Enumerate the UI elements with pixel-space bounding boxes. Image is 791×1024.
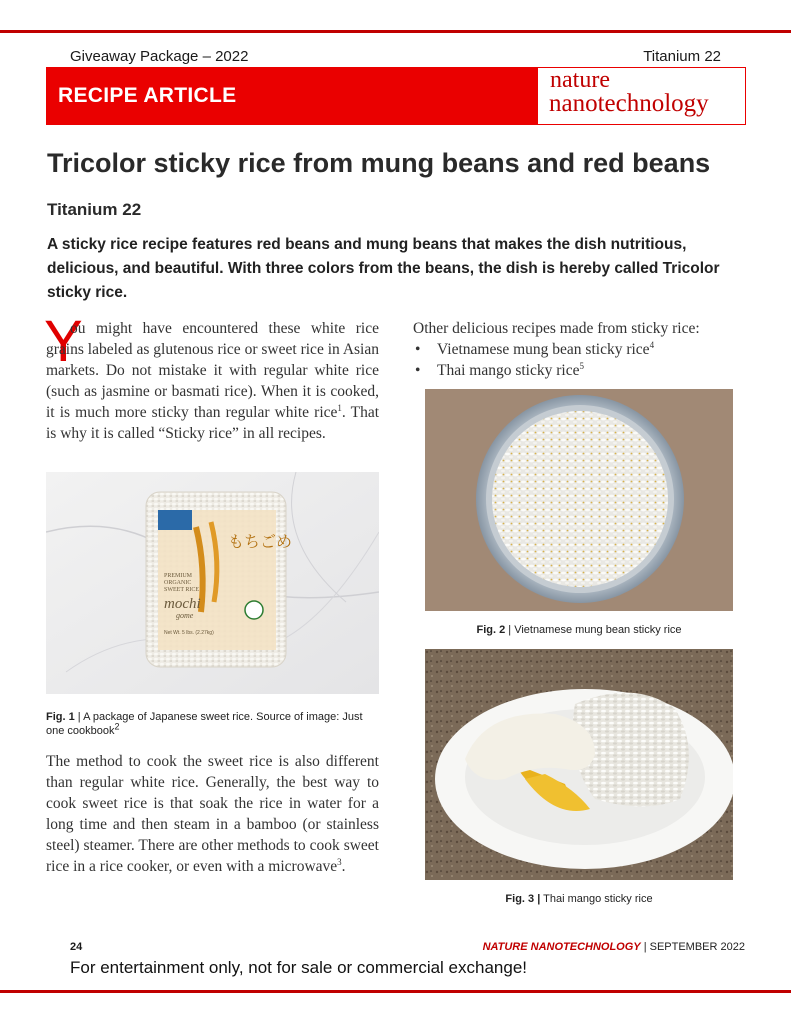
article-title: Tricolor sticky rice from mung beans and red beans: [47, 148, 711, 178]
intro-text-end: . That is why it is called “Sticky rice” in all recipes.: [46, 404, 380, 442]
figure-3-label: Fig. 3 |: [505, 893, 541, 905]
method-text-end: .: [341, 858, 346, 875]
mung-bean-rice-photo: [425, 389, 733, 611]
header-author-label: Titanium 22: [643, 48, 721, 65]
list-item: [413, 360, 743, 381]
figure-2-caption: [425, 623, 733, 637]
figure-2-caption-text: | Vietnamese mung bean sticky rice: [505, 624, 682, 636]
package-kana: もちごめ: [228, 532, 293, 551]
figure-3-caption: [425, 892, 733, 906]
journal-logo-line2: nanotechnology: [549, 90, 709, 117]
package-weight: Net Wt. 5 lbs. (2.27kg): [164, 630, 214, 636]
ref-3: 3: [337, 856, 342, 867]
ref-1: 1: [337, 402, 342, 413]
article-author: Titanium 22: [47, 200, 142, 219]
ref-4: 4: [649, 339, 655, 350]
figure-3-image: [425, 649, 733, 880]
figure-1-image: [46, 472, 379, 694]
intro-text: ou might have encountered these white rice grains labeled as glutenous rice or sweet rice in Asian markets. Do not mistake it with regular white rice (such as jasmine or basmati rice). When it is cooked, it is much more sticky than regular white rice: [46, 320, 379, 421]
recipe-thai-mango: Thai mango sticky rice: [437, 362, 580, 379]
disclaimer: For entertainment only, not for sale or commercial exchange!: [70, 958, 528, 977]
header-package-label: Giveaway Package – 2022: [70, 48, 249, 65]
journal-logo-line1: nature: [550, 67, 610, 93]
other-recipes-intro: Other delicious recipes made from sticky rice:: [413, 320, 700, 337]
figure-1-caption-text: | A package of Japanese sweet rice. Source of image: Just one cookbook: [46, 711, 363, 737]
ref-5: 5: [579, 360, 584, 371]
intro-paragraph: [46, 318, 379, 444]
top-rule: [0, 30, 791, 33]
figure-2-image: [425, 389, 733, 611]
ref-2: 2: [114, 721, 120, 732]
package-line2: ORGANIC: [164, 580, 192, 586]
footer-issue: | SEPTEMBER 2022: [640, 941, 745, 953]
usda-organic-seal: [245, 601, 263, 619]
page-number: 24: [70, 941, 83, 953]
other-recipes-list: [413, 339, 743, 381]
package-line1: PREMIUM: [164, 573, 193, 579]
drop-cap: Y: [44, 309, 83, 374]
list-item: [413, 339, 743, 360]
figure-1-label: Fig. 1: [46, 711, 75, 723]
article-lead: A sticky rice recipe features red beans and mung beans that makes the dish nutritious, delicious, and beautiful. With three colors from the beans, the dish is hereby called Tricolor sticky rice.: [47, 236, 720, 301]
bottom-rule: [0, 990, 791, 993]
rice-package-photo: [46, 472, 379, 694]
footer-magazine: NATURE NANOTECHNOLOGY: [482, 941, 641, 953]
footer-journal: [483, 941, 745, 953]
package-brand2: gome: [176, 611, 194, 620]
method-text: The method to cook the sweet rice is also different than regular white rice. Generally, the best way to cook sweet rice is that soak the rice in water for a long time and then steam in a bamboo (or stainless steel) steamer. There are other methods to cook sweet rice in a rice cooker, or even with a microwave: [46, 753, 379, 875]
mango-sticky-rice-photo: [425, 649, 733, 880]
section-label: RECIPE ARTICLE: [58, 84, 237, 107]
package-brand: mochi: [164, 596, 201, 612]
figure-3-caption-text: Thai mango sticky rice: [540, 893, 653, 905]
package-line3: SWEET RICE: [164, 587, 200, 593]
method-paragraph: [46, 751, 379, 877]
recipe-mung-bean: Vietnamese mung bean sticky rice: [437, 341, 650, 358]
figure-2-label: Fig. 2: [476, 624, 506, 636]
figure-1-caption: [46, 710, 379, 738]
